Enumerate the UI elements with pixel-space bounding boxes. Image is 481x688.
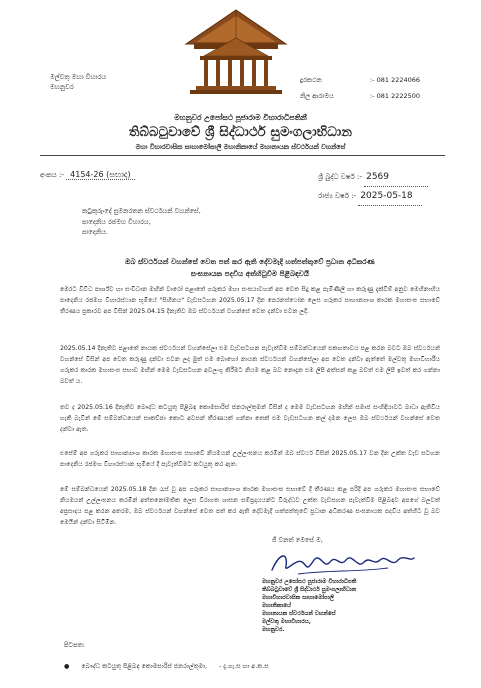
title-office: මහනුවර උපෝසථ පූජාරාම විහාරාධිපතිනී — [174, 113, 307, 122]
reference-label: අංකය :- — [40, 171, 64, 179]
sig-line-6: මල්වතු මහාවිහාරය, — [262, 619, 311, 625]
header-divider — [40, 155, 445, 156]
signature-block — [262, 578, 412, 634]
copy-note: - දැ.ගැ.ස හා අ.ක.ස — [219, 663, 269, 670]
sig-line-3: මහාවිහාරවාසික සාහාමෝපාලි — [262, 595, 334, 601]
fax-label: නිල ආරාමය — [300, 92, 334, 100]
body-paragraph-1: මෙරට විවිධ පාර්ශ්ව හා සංවිධාන මඟින් වාරෝ පළාතේ ගරුකර මහා සංඝයාවහන් අප වෙත සිදු කළ පැමිණිලි හා කරුණු දැක්වීම් අනුව මෙහිනාහිය පාදෙනිය රජමහ විහාරස්ථාන භූමියේ "සිහිනය" වැඩසටහන 2025.05.17 දින පෙරනස්ථෝන ලෙස ගරුකර සාහාන්‍යාංශ කාරක මහාසංඝ සභාවේ තීරණය ප්‍රකාරව අප විසින් 2025.04.15 දිනැතිව ඔබ ස්වර්ථයන් වහන්සේ වෙත දන්වා එවන ලදී. — [60, 286, 440, 315]
date-label: රාජ්‍ය වර්ෂ :- — [318, 192, 357, 200]
phone-label: දුරකථන — [300, 76, 322, 84]
subject-line-1: ඔබ ස්වර්ථයන් වහන්සේ වෙත පත් කර ඇති දේවමැදි හත්පත්තුවේ ප්‍රධාන අධිකරණ — [125, 257, 375, 266]
buddha-year-row — [318, 168, 428, 187]
sig-line-4: මහානිකායේ — [262, 603, 292, 609]
header-left — [50, 72, 106, 92]
handwritten-signature — [268, 548, 418, 578]
bullet-icon: ● — [64, 663, 70, 670]
date-value: 2025-05-18 — [358, 187, 422, 206]
date-row — [318, 187, 428, 206]
body-paragraph-4: එසේම් අප ගරුකර සාහාන්‍යාංශ කාරක මහාසංඝ සභාවේ නියමයන් උල්ලංඝනය කරමින් ඔබ ස්වර්ථ විසින් 2025.05.17 වන දින උක්ත වැඩ සටහන පාදෙනිය රජමහ විහාරස්ථාන භූමියේ දී පැවැත්වීමට කටයුතු කර ඇත. — [60, 450, 440, 468]
body-paragraph-3: තව ද 2025.05.16 දිනැතිව බෞද්ධ කටයුතු පිළිබඳ කොමසාරිස් ජනරාල්තුමන් විසින් ද මෙම වැඩසටහන මඟින් සමාජ සංහිඳියාවට බාධා ඇතිවිය හැකි බැවින් මේ සම්බන්ධයෙන් සාකච්ඡා කොට අවසන් තීරණයක් ගන්නා තෙක් එම වැඩසටහන කල් දමන ලෙස ඔබ ස්වර්ථයන් වහන්සේ වෙත දන්වා ඇත. — [60, 404, 440, 433]
copy-recipient: බෞද්ධ කටයුතු පිළිබඳ කොමසාරිස් ජනරාල්තුමා, — [81, 663, 208, 670]
phone-row — [300, 72, 420, 88]
addressee-temple: පාදෙනිය රජමහ විහාරය, — [82, 217, 151, 226]
title-rank: මහා විහාරවාසික සාහාමෝපාලි මහානිකායේ මහානායක ස්වර්ථයන් වහන්සේ — [135, 143, 346, 151]
header-temple-name: මල්වතු මහා විහාරය — [50, 73, 107, 81]
subject-heading — [60, 256, 440, 280]
addressee-place: පාදෙනිය. — [82, 228, 108, 236]
body-paragraph-5: මේ සම්බන්ධයෙන් 2025.05.18 දින රැස් වූ අප ගරුකර සාහාන්‍යාංශ කාරක මහාසංඝ සභාවේ දී තීරණය කළ පරිදි අප ගරුකර මහාසංඝ සභාවේ නියමයන් උල්ලංඝනය කරමින් අත්තනෝමතික ලෙස විරාගත ශාසන සම්ප්‍රදායයන්ට විරුද්ධව උක්ත වැඩසහන පැවැත්වීම පිළිබඳව අපගේ බලවත් අප්‍රසාදය පළ කරන අතරම, ඔබ ස්වර්ථයන් වහන්සේ වෙත පත් කර ඇති දේවමැදි හත්පත්තුවේ ප්‍රධාන අධිකරණ සංඝනායක පදවිය අත්හිට වූ බව මෙයින් දන්වා සිටිමින. — [60, 486, 440, 526]
subject-line-2: සංඝනායක පදවිය අත්හිටුවීම පිළිබඳවයි — [190, 269, 310, 278]
sig-line-1: මහනුවර උපෝසථ පූජාරාම විහාරාධිපති — [262, 579, 357, 585]
copy-recipient-row — [64, 663, 269, 671]
reference-value: 4154-26 (සභාද) — [66, 170, 134, 180]
buddha-year-value: 2569 — [364, 168, 428, 187]
title-name: තිබ්බටුවාවේ ශ්‍රී සිද්ධාර්ථ සුමංගලාභිධාන — [128, 125, 353, 140]
sig-line-5: මහානායක ස්වර්ථයන් වහන්සේ — [262, 611, 336, 617]
phone-value: :- 081 2224066 — [370, 76, 421, 84]
buddha-year-label: ශ්‍රී බුද්ධ වර්ෂ :- — [318, 173, 362, 181]
body-paragraph-2: 2025.05.14 දිනැතිව පළාතේ නායක ස්වර්ථයන් වහන්සේලා එම වැඩසටහන පැවැත්වීම සම්බන්ධයෙන් එකඟතාවය පළ කරන බවට ඔබ ස්වර්ථයන් වහන්සේ විසින් අප වෙත කරුණු දන්වා එවන ලද මුත් එම බොහෝ නායක ස්වර්ථයන් වහන්සේලා අප වෙත දන්වා ඇත්තේ මල්වතු මහාවිහාරීය ගරුකර කාරක මහාසංඝ සභාව මඟින් මෙම වැඩසටහන අවලංගු කිරීමට නියම කළ බව නොදැන එම ලිපි අත්සන් කළ බවත් එම ලිපි ඉවත් කර ගන්නා බවත් ය. — [60, 345, 440, 385]
date-block — [318, 168, 428, 206]
fax-value: :- 081 2222500 — [370, 92, 421, 100]
addressee-name: කටුකුරුංදේ සුමනරතන ස්වර්ථයන් වහන්සේ, — [82, 207, 201, 215]
closing-line: ජී වනත් මෙසේ ම, — [272, 536, 323, 544]
sig-line-2: තිබ්බටුවාවේ ශ්‍රී සිද්ධාර්ථ සුමංගලාභිධාන — [262, 587, 357, 593]
reference-number — [40, 170, 135, 180]
header-city: මහනුවර — [50, 83, 74, 91]
copy-label: පිටපත: — [64, 641, 85, 649]
sig-line-7: මහනුවර. — [262, 627, 285, 633]
addressee — [82, 206, 201, 238]
fax-row — [300, 88, 420, 104]
header-contacts — [300, 72, 420, 104]
temple-logo — [180, 8, 292, 96]
